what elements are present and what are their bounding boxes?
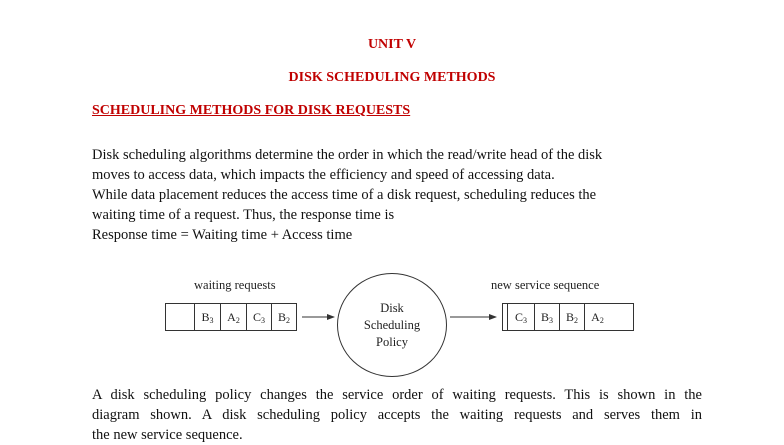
cell-subscript: 3 xyxy=(523,315,527,325)
intro-line-4: waiting time of a request. Thus, the response time is xyxy=(92,207,395,223)
cell-letter: A xyxy=(227,309,236,324)
cell-letter: C xyxy=(514,309,523,324)
waiting-requests-queue xyxy=(165,303,297,331)
queue-empty-slot xyxy=(610,304,633,330)
intro-line-2: moves to access data, which impacts the efficiency and speed of accessing data. xyxy=(92,167,555,183)
cell-letter: B xyxy=(540,309,549,324)
new-service-sequence-label: new service sequence xyxy=(491,278,600,292)
cell-subscript: 3 xyxy=(549,315,553,325)
queue-empty-slot xyxy=(166,304,194,330)
cell-letter: C xyxy=(252,309,261,324)
cell-letter: B xyxy=(201,309,210,324)
intro-line-3: While data placement reduces the access time of a disk request, scheduling reduces the xyxy=(92,187,597,203)
unit-heading: UNIT V xyxy=(367,37,417,52)
intro-line-1: Disk scheduling algorithms determine the order in which the read/write head of the disk xyxy=(92,147,603,163)
cell-subscript: 3 xyxy=(209,315,214,325)
queue-cell xyxy=(507,304,534,330)
queue-cell xyxy=(271,304,296,330)
policy-line-3: Policy xyxy=(376,334,408,349)
queue-cell xyxy=(559,304,584,330)
cell-subscript: 2 xyxy=(235,315,240,325)
waiting-requests-label: waiting requests xyxy=(194,278,276,292)
cell-letter: B xyxy=(277,309,286,324)
queue-cell xyxy=(584,304,610,330)
closing-line-3: the new service sequence. xyxy=(92,427,243,443)
policy-line-1: Disk xyxy=(380,300,404,315)
cell-subscript: 2 xyxy=(574,315,578,325)
intro-paragraph xyxy=(92,145,702,245)
queue-cell xyxy=(194,304,220,330)
cell-subscript: 2 xyxy=(599,315,604,325)
cell-subscript: 2 xyxy=(286,315,290,325)
section-heading: SCHEDULING METHODS FOR DISK REQUESTS xyxy=(92,103,411,118)
queue-cell xyxy=(220,304,246,330)
closing-line-2: diagram shown. A disk scheduling policy accepts the waiting requests and serves them in xyxy=(92,407,702,423)
page-title: DISK SCHEDULING METHODS xyxy=(288,70,496,85)
service-sequence-queue xyxy=(502,303,634,331)
queue-cell xyxy=(246,304,271,330)
closing-paragraph xyxy=(92,385,702,445)
response-time-formula: Response time = Waiting time + Access time xyxy=(92,227,353,243)
closing-line-1: A disk scheduling policy changes the service order of waiting requests. This is shown in the xyxy=(92,387,702,403)
queue-cell xyxy=(534,304,559,330)
cell-letter: B xyxy=(565,309,574,324)
cell-letter: A xyxy=(591,309,600,324)
disk-scheduling-policy-circle xyxy=(337,273,447,377)
disk-scheduling-diagram xyxy=(0,270,784,380)
policy-line-2: Scheduling xyxy=(363,317,421,332)
cell-subscript: 3 xyxy=(261,315,265,325)
